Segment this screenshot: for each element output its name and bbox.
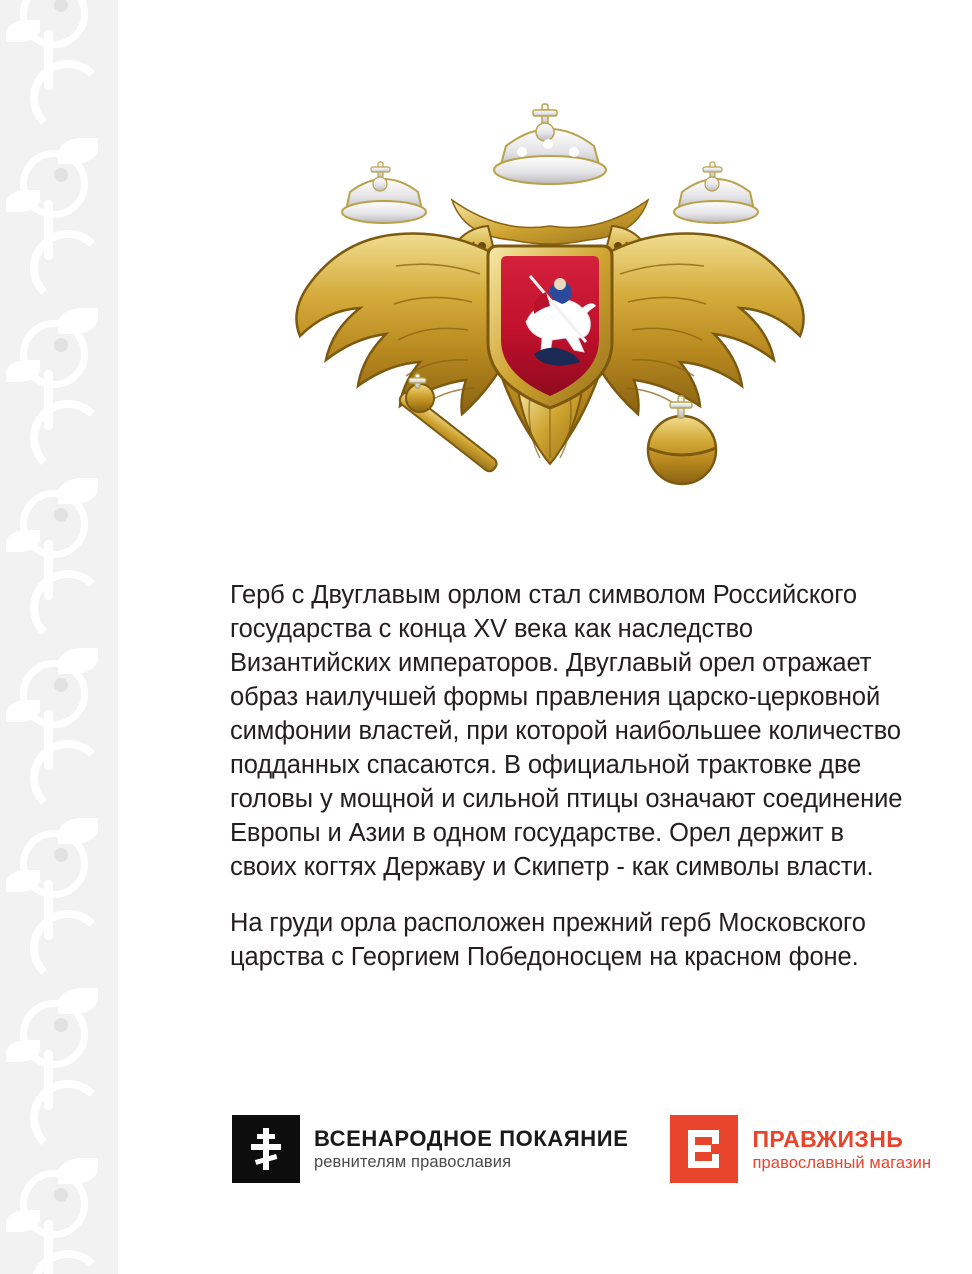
imperial-crown-top — [494, 104, 606, 184]
ornament-edge — [118, 0, 122, 1274]
logo-pravzhizn[interactable] — [670, 1115, 931, 1183]
russian-coat-of-arms-double-headed-eagle — [230, 60, 870, 520]
article-paragraph-2: На груди орла расположен прежний герб Московского царства с Георгием Победоносцем на красном фоне. — [230, 909, 866, 971]
article-text — [230, 578, 910, 974]
pravzhizn-monogram-icon — [670, 1115, 738, 1183]
content-column — [140, 0, 972, 1274]
ornament-vine-pattern — [0, 0, 118, 1274]
logo-vsenarodnoe-pokayanie[interactable] — [232, 1115, 628, 1183]
saint-george-shield — [488, 246, 612, 408]
eagle-wing-left — [296, 233, 512, 414]
logo-title-vsenarodnoe: ВСЕНАРОДНОЕ ПОКАЯНИЕ — [314, 1126, 629, 1151]
orthodox-cross-icon — [232, 1115, 300, 1183]
article-paragraph-1: Герб с Двуглавым орлом стал символом Российского государства с конца XV века как наследство Византийских императоров. Двуглавый орел отражает образ наилучшей формы правления царско-церковной симфонии властей, при которой наибольшее количество подданных спасаются. В официальной трактовке две головы у мощной и сильной птицы означают соединение Европы и Азии в одном государстве. Орел держит в своих когтях Державу и Скипетр - как символы власти. — [230, 581, 903, 881]
left-ornamental-border — [0, 0, 140, 1274]
logo-title-pravzhizn: ПРАВЖИЗНЬ — [752, 1125, 904, 1152]
footer-logos — [232, 1108, 932, 1190]
logo-subtitle-vsenarodnoe: ревнителям православия — [314, 1153, 512, 1171]
imperial-crown-left — [674, 162, 758, 223]
imperial-crown-right — [342, 162, 426, 223]
orb — [648, 396, 716, 484]
eagle-wing-right — [588, 233, 804, 414]
logo-subtitle-pravzhizn: православный магазин — [752, 1153, 932, 1172]
